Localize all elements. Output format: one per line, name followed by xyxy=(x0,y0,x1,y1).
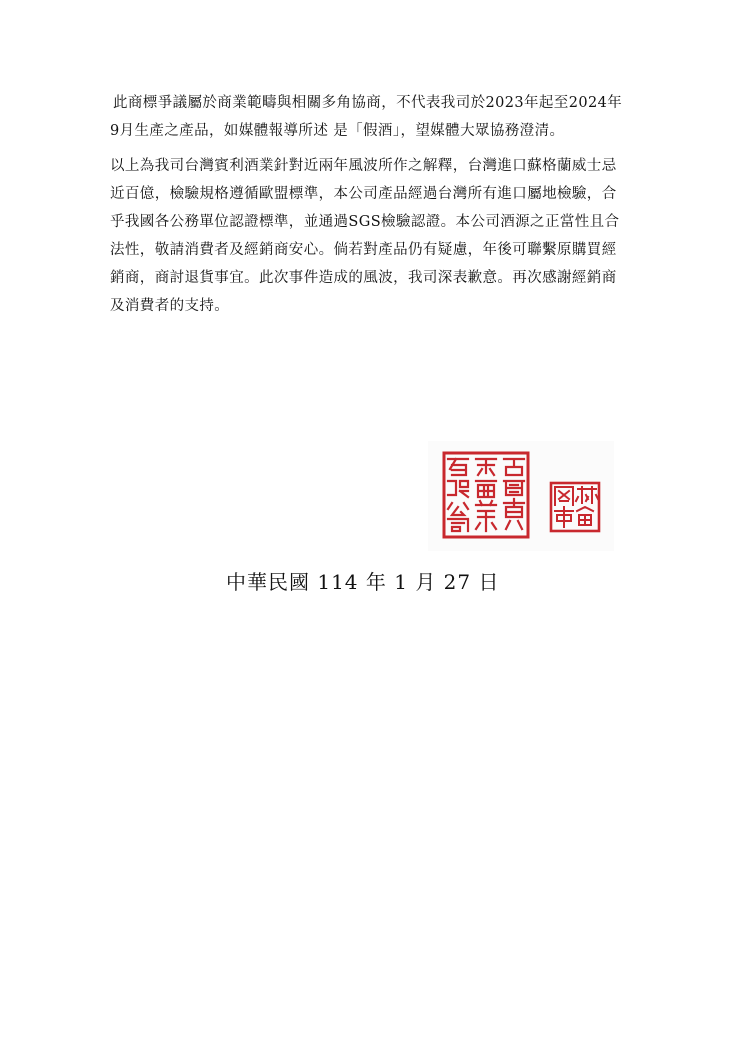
statement-paragraph-2 xyxy=(110,152,630,320)
text-line: 此商標爭議屬於商業範疇與相關多角協商，不代表我司於2023年起至2024年 xyxy=(113,95,623,111)
text-line: 近百億，檢驗規格遵循歐盟標準，本公司產品經過台灣所有進口屬地檢驗，合 xyxy=(110,186,617,202)
text-line: 及消費者的支持。 xyxy=(110,298,230,314)
text-line: 以上為我司台灣賓利酒業針對近兩年風波所作之解釋，台灣進口蘇格蘭威士忌 xyxy=(110,158,617,174)
personal-seal xyxy=(549,481,601,533)
company-seal xyxy=(442,451,530,539)
text-line: 銷商，商討退貨事宜。此次事件造成的風波，我司深表歉意。再次感謝經銷商 xyxy=(110,270,617,286)
document-date: 中華民國 114 年 1 月 27 日 xyxy=(226,570,500,594)
seal-stamps xyxy=(428,441,614,551)
text-line: 9月生產之產品，如媒體報導所述 是「假酒」，望媒體大眾協務澄清。 xyxy=(110,123,565,139)
statement-paragraph-1 xyxy=(110,89,630,145)
text-line: 法性，敬請消費者及經銷商安心。倘若對產品仍有疑慮，年後可聯繫原購買經 xyxy=(110,242,617,258)
text-line: 乎我國各公務單位認證標準，並通過SGS檢驗認證。本公司酒源之正當性且合 xyxy=(110,214,620,230)
